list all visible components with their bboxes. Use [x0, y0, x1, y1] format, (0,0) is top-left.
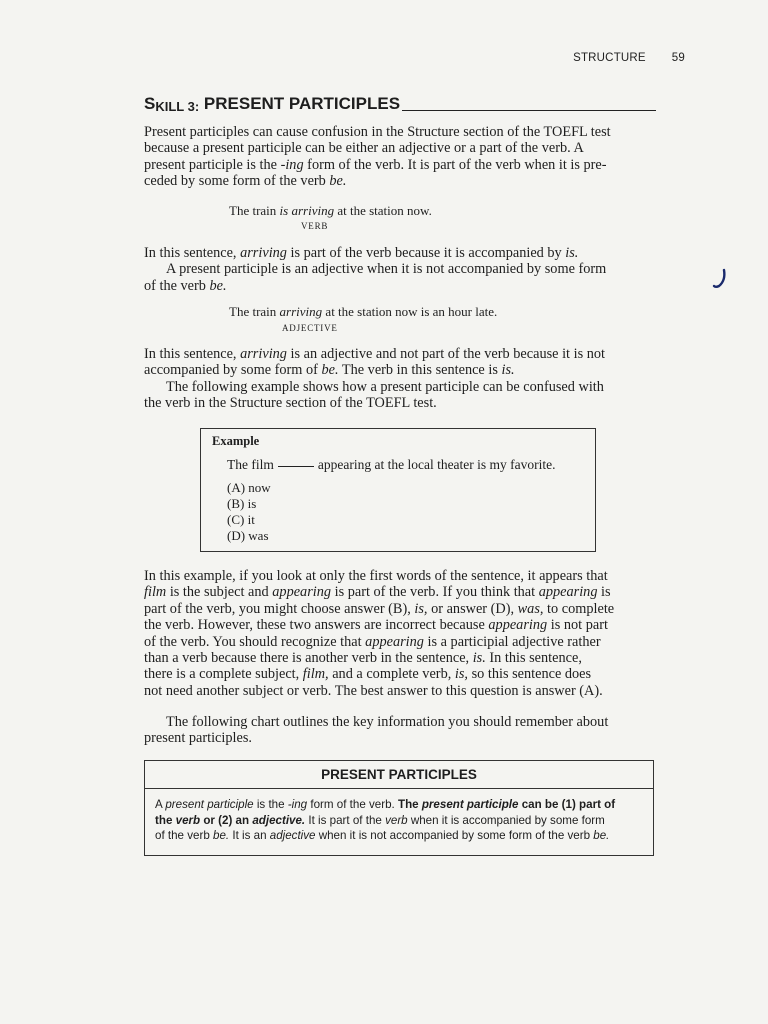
handwritten-check-mark — [712, 268, 734, 290]
running-head — [540, 52, 685, 64]
answer-blank — [278, 465, 314, 467]
label-adjective: ADJECTIVE — [282, 323, 338, 333]
skill-title-text: PRESENT PARTICIPLES — [199, 94, 401, 113]
chart-body: A present participle is the -ing form of the verb. The present participle can be (1) part of the verb or (2) an adjective. It is part of the verb when it is accompanied by some form of the verb be. It is an adjective when it is not accompanied by some form of the verb be. — [155, 798, 616, 842]
heading-rule — [402, 110, 656, 111]
example-sentence-adjective: The train arriving at the station now is an hour late. — [229, 304, 498, 319]
paragraph-adjective-explanation: In this sentence, arriving is an adjective and not part of the verb because it is not accompanied by some form of be. The verb in this sentence is is. The following example shows how a present participle can be confused with the verb in the Structure section of the TOEFL test. — [144, 346, 605, 412]
paragraph-example-analysis: In this example, if you look at only the first words of the sentence, it appears that film is the subject and appearing is part of the verb. If you think that appearing is part of the verb, you might choose answer (B), is, or answer (D), was, to complete the verb. However, these two answers are incorrect because appearing is not part of the verb. You should recognize that appearing is a participial adjective rather than a verb because there is another verb in the sentence, is. In this sentence, there is a complete subject, film, and a complete verb, is, so this sentence does not need another subject or verb. The best answer to this question is answer (A). — [144, 568, 615, 699]
section-name: STRUCTURE — [573, 52, 646, 64]
intro-paragraph: Present participles can cause confusion in the Structure section of the TOEFL test because a present participle can be either an adjective or a part of the verb. A present participle is the -ing form of the verb. It is part of the verb when it is pre- ceded by some form of the verb be. — [144, 124, 611, 190]
example-question: The film appearing at the local theater is my favorite. — [227, 457, 556, 472]
summary-chart — [144, 760, 654, 856]
skill-initial: S — [144, 94, 156, 113]
chart-heading: PRESENT PARTICIPLES — [145, 761, 653, 789]
skill-heading — [144, 94, 656, 114]
example-box — [200, 428, 596, 552]
label-verb: VERB — [301, 221, 329, 231]
option-d: (D) was — [227, 528, 269, 543]
example-title: Example — [212, 434, 260, 448]
paragraph-chart-intro: The following chart outlines the key information you should remember about present participles. — [144, 714, 609, 747]
paragraph-verb-explanation: In this sentence, arriving is part of the verb because it is accompanied by is. A present participle is an adjective when it is not accompanied by some form of the verb be. — [144, 245, 607, 294]
option-a: (A) now — [227, 480, 271, 495]
option-c: (C) it — [227, 512, 255, 527]
example-sentence-verb: The train is arriving at the station now. — [229, 203, 432, 218]
page-number: 59 — [671, 52, 685, 64]
option-b: (B) is — [227, 496, 257, 511]
skill-label: KILL 3: — [155, 99, 200, 114]
